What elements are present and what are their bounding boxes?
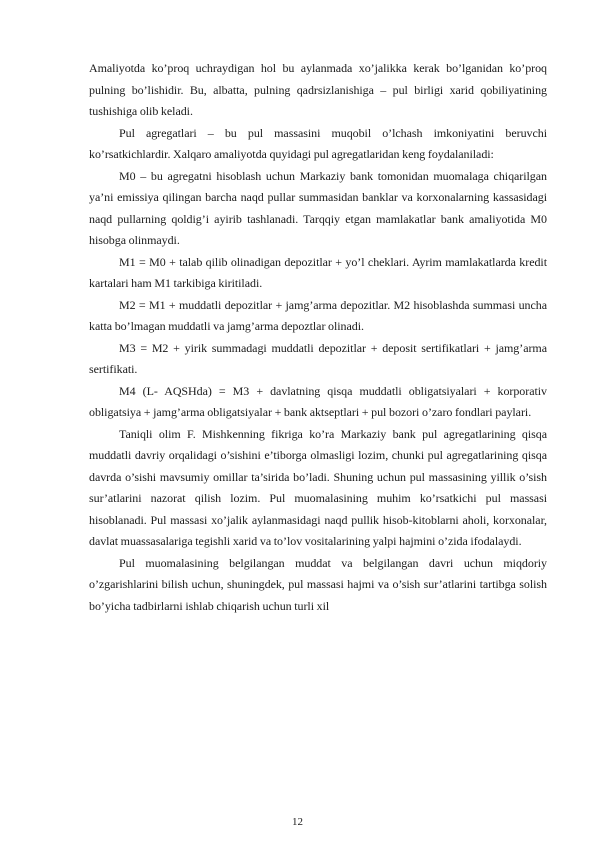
paragraph-5: M2 = M1 + muddatli depozitlar + jamg’arma depozitlar. M2 hisoblashda summasi uncha katta bo’lmagan muddatli va jamg’arma depoztlar olinadi. (89, 297, 547, 333)
paragraph-8: Taniqli olim F. Mishkenning fikriga ko’ra Markaziy bank pul agregatlarining qisqa muddatli davriy orqalidagi o’sishini e’tiborga olmasligi lozim, chunki pul agregatlarining qisqa davrda o’sishi mavsumiy omillar ta’sirida bo’ladi. Shuning uchun pul massasining yillik o’sish sur’atlarini nazorat qilish lozim. Pul muomalasining muhim ko’rsatkichi pul massasi hisoblanadi. Pul massasi xo’jalik aylanmasidagi naqd pullik hisob-kitoblarni aholi, korxonalar, davlat muassasalariga tegishli xarid va to’lov vositalarining yalpi hajmini o’zida ifodalaydi. (89, 426, 547, 548)
paragraph-9: Pul muomalasining belgilangan muddat va belgilangan davri uchun miqdoriy o’zgarishlarini bilish uchun, shuningdek, pul massasi hajmi va o’sish sur’atlarini tartibga solish bo’yicha tadbirlarni ishlab chiqarish uchun turli xil (89, 555, 547, 613)
paragraph-4: M1 = M0 + talab qilib olinadigan depozitlar + yo’l cheklari. Ayrim mamlakatlarda kredit kartalari ham M1 tarkibiga kiritiladi. (89, 254, 547, 290)
paragraph-2: Pul agregatlari – bu pul massasini muqobil o’lchash imkoniyatini beruvchi ko’rsatkichlardir. Xalqaro amaliyotda quyidagi pul agregatlaridan keng foydalaniladi: (89, 125, 547, 161)
paragraph-1: Amaliyotda ko’proq uchraydigan hol bu aylanmada xo’jalikka kerak bo’lganidan ko’proq pulning bo’lishidir. Bu, albatta, pulning qadrsizlanishiga – pul birligi xarid qobiliyatining tushishiga olib keladi. (89, 61, 547, 118)
paragraph-7: M4 (L- AQSHda) = M3 + davlatning qisqa muddatli obligatsiyalari + korporativ obligatsiya + jamg’arma obligatsiyalar + bank aktseptlari + pul bozori o’zaro fondlari paylari. (89, 383, 547, 419)
page-number: 12 (292, 816, 303, 828)
paragraph-6: M3 = M2 + yirik summadagi muddatli depozitlar + deposit sertifikatlari + jamg’arma sertifikati. (89, 340, 547, 376)
paragraph-3: M0 – bu agregatni hisoblash uchun Markaziy bank tomonidan muomalaga chiqarilgan ya’ni emissiya qilingan barcha naqd pullar summasidan banklar va korxonalarning kassasidagi naqd pullarning qoldig’i ayirib tashlanadi. Tarqqiy etgan mamlakatlar bank amaliyotida M0 hisobga olinmaydi. (89, 168, 547, 247)
body-text (89, 58, 547, 617)
